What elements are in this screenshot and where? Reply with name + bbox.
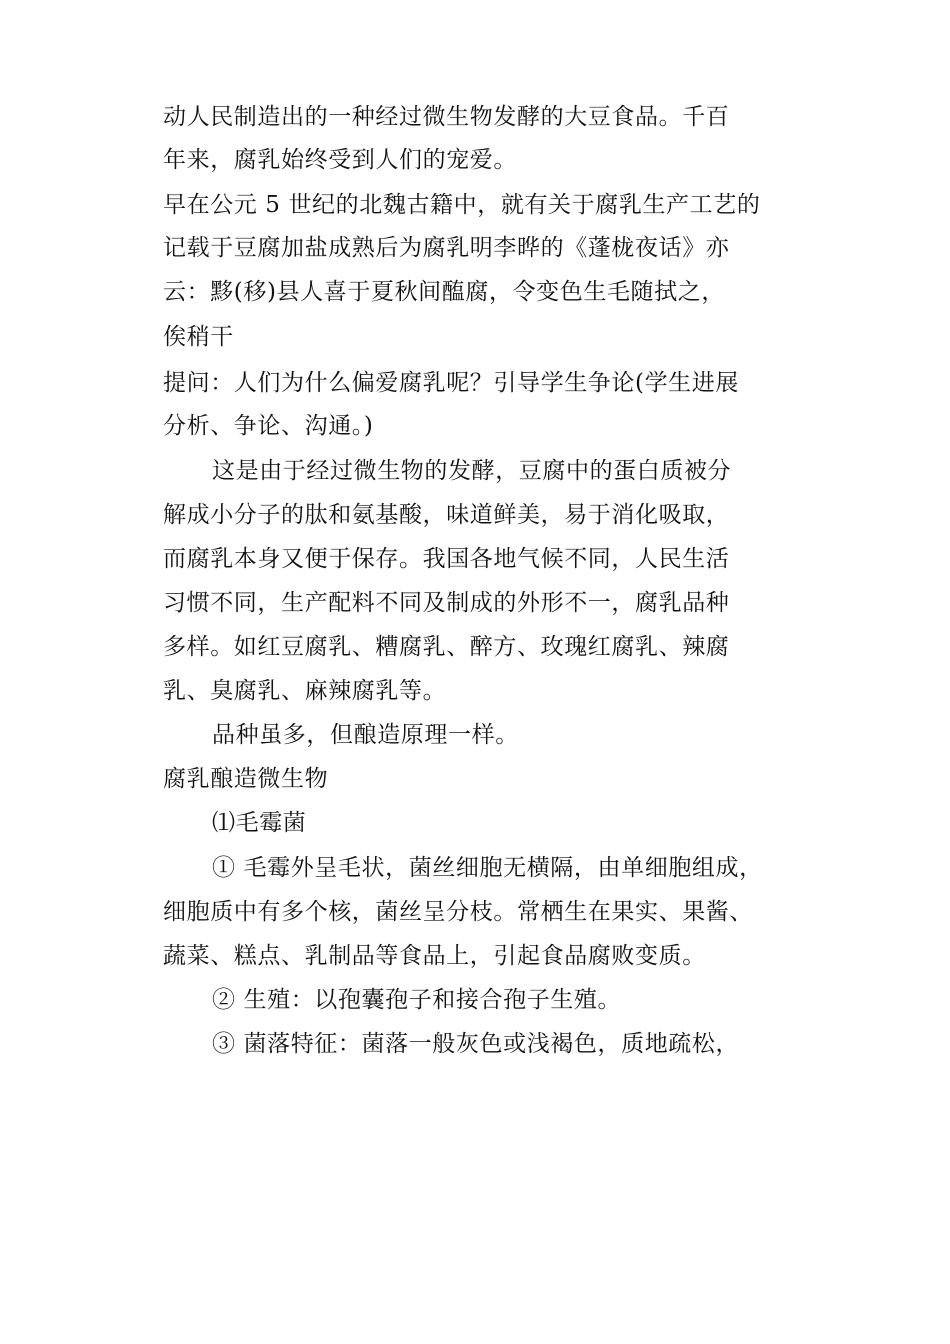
section-heading: 腐乳酿造微生物 — [163, 766, 329, 792]
text-line-8: 分析、争论、沟通。) — [163, 413, 374, 439]
text-line-3: 早在公元 5 世纪的北魏古籍中，就有关于腐乳生产工艺的 — [163, 192, 761, 218]
text-line-14: 乳、臭腐乳、麻辣腐乳等。 — [163, 678, 447, 704]
text-line-1: 动人民制造出的一种经过微生物发酵的大豆食品。千百 — [163, 104, 730, 130]
text-line-18: ① 毛霉外呈毛状，菌丝细胞无横隔，由单细胞组成， — [212, 855, 763, 881]
text-line-20: 蔬菜、糕点、乳制品等食品上，引起食品腐败变质。 — [163, 943, 706, 969]
text-line-13: 多样。如红豆腐乳、糟腐乳、醉方、玫瑰红腐乳、辣腐 — [163, 634, 730, 660]
text-line-12: 习惯不同，生产配料不同及制成的外形不一，腐乳品种 — [163, 590, 730, 616]
text-line-19: 细胞质中有多个核，菌丝呈分枝。常栖生在果实、果酱、 — [163, 899, 753, 925]
text-line-11: 而腐乳本身又便于保存。我国各地气候不同，人民生活 — [163, 546, 730, 572]
text-line-21: ② 生殖：以孢囊孢子和接合孢子生殖。 — [212, 987, 622, 1013]
text-line-15: 品种虽多，但酿造原理一样。 — [212, 722, 519, 748]
text-line-4: 记载于豆腐加盐成熟后为腐乳明李晔的《蓬栊夜话》亦 — [163, 235, 730, 261]
text-line-6: 俟稍干 — [163, 324, 234, 350]
text-line-10: 解成小分子的肽和氨基酸，味道鲜美，易于消化吸取， — [163, 502, 730, 528]
text-line-7: 提问：人们为什么偏爱腐乳呢？引导学生争论(学生进展 — [163, 370, 739, 396]
text-line-22: ③ 菌落特征：菌落一般灰色或浅褐色，质地疏松， — [212, 1031, 740, 1057]
text-line-5: 云：黟(移)县人喜于夏秋间醢腐，令变色生毛随拭之， — [163, 279, 725, 305]
text-line-2: 年来，腐乳始终受到人们的宠爱。 — [163, 147, 517, 173]
subsection-heading: ⑴毛霉菌 — [212, 810, 307, 836]
text-line-9: 这是由于经过微生物的发酵，豆腐中的蛋白质被分 — [212, 458, 732, 484]
